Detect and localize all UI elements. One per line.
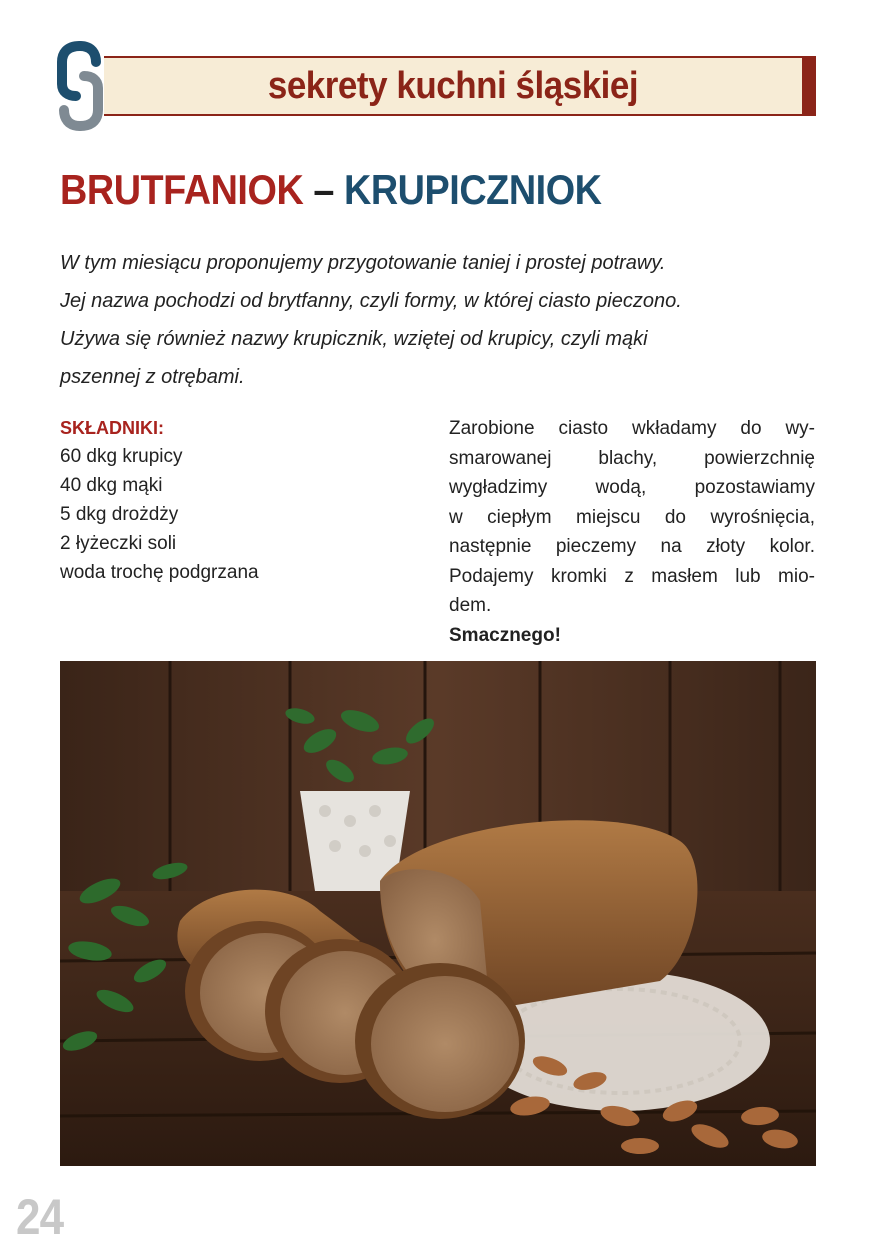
recipe-title-separator: –	[303, 166, 344, 213]
section-title: sekrety kuchni śląskiej	[267, 64, 639, 107]
intro-line: Jej nazwa pochodzi od brytfanny, czyli formy, w której ciasto pieczono.	[60, 290, 682, 312]
instruction-line: w ciepłym miejscu do wyrośnięcia,	[449, 506, 815, 528]
ingredient-item: 2 łyżeczki soli	[60, 533, 177, 554]
recipe-title-primary: BRUTFANIOK	[60, 166, 304, 213]
instruction-line: smarowanej blachy, powierzchnię	[449, 447, 815, 469]
instruction-line: Podajemy kromki z masłem lub mio-	[449, 565, 815, 587]
intro-line: pszennej z otrębami.	[60, 366, 245, 388]
ingredients-list	[60, 442, 420, 587]
closing-wish: Smacznego!	[449, 624, 561, 646]
ingredient-item: woda trochę podgrzana	[60, 562, 259, 583]
instruction-line: następnie pieczemy na złoty kolor.	[449, 536, 815, 557]
instruction-line: dem.	[449, 595, 492, 616]
instruction-line: Zarobione ciasto wkładamy do wy-	[449, 418, 815, 439]
recipe-title	[60, 162, 602, 218]
page-number: 24	[16, 1189, 64, 1245]
bread-loaf-photo-icon	[60, 661, 816, 1166]
recipe-title-alternate: KRUPICZNIOK	[343, 166, 602, 213]
ingredients-section	[60, 414, 420, 587]
ingredient-item: 5 dkg drożdży	[60, 504, 179, 525]
ingredients-heading: SKŁADNIKI:	[60, 418, 164, 438]
intro-line: W tym miesiącu proponujemy przygotowanie taniej i prostej potrawy.	[60, 252, 666, 274]
instructions-section	[449, 414, 815, 650]
instruction-line: wygładzimy wodą, pozostawiamy	[449, 477, 815, 498]
chain-link-logo-icon	[56, 40, 104, 132]
ingredient-item: 40 dkg mąki	[60, 475, 163, 496]
ingredient-item: 60 dkg krupicy	[60, 446, 183, 467]
bread-photo	[60, 661, 816, 1166]
section-banner	[104, 56, 816, 116]
intro-line: Używa się również nazwy krupicznik, wziętej od krupicy, czyli mąki	[60, 328, 648, 350]
intro-paragraph	[60, 244, 820, 396]
